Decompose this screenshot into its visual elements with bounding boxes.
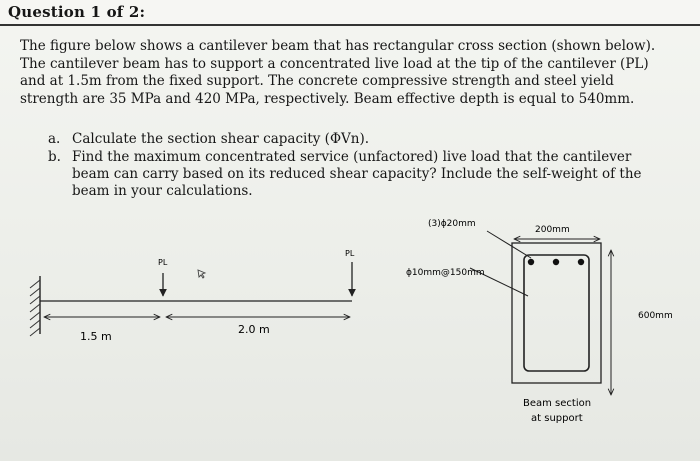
top-bars-label: (3)ϕ20mm — [428, 219, 476, 229]
load-label-2: PL — [345, 249, 355, 258]
fixed-support — [30, 276, 40, 336]
stirrups-label: ϕ10mm@150mm — [406, 268, 485, 278]
question-title: Question 1 of 2: — [8, 3, 146, 21]
span-label-1: 1.5 m — [80, 330, 112, 343]
section-height-label: 600mm — [638, 311, 673, 321]
section-width-label: 200mm — [535, 225, 570, 235]
load-label-1: PL — [158, 258, 168, 267]
section-caption-2: at support — [531, 413, 583, 424]
span-label-2: 2.0 m — [238, 323, 270, 336]
section-caption-1: Beam section — [523, 398, 592, 409]
intro-text: The figure below shows a cantilever beam that has rectangular cross section (shown below). The cantilever beam has to support a concentrated live load at the tip of the cantilever (PL) and at 1.5m from the fixed support. The concrete compressive strength and steel yield strength are 35 MPa and 420 MPa, respectively. Beam effective depth is equal to 540mm. — [20, 38, 656, 107]
cursor-icon — [198, 270, 205, 278]
part-b-text: Find the maximum concentrated service (unfactored) live load that the cantilever beam can carry based on its reduced shear capacity? Include the self-weight of the beam in your calculations. — [72, 149, 642, 199]
part-b-label: b. — [48, 149, 61, 165]
part-a-label: a. — [48, 131, 61, 147]
part-a-text: Calculate the section shear capacity (ΦVn). — [72, 131, 370, 147]
rebar-2 — [553, 259, 559, 265]
rebar-1 — [528, 259, 534, 265]
stirrup-outline — [524, 255, 589, 371]
rebar-3 — [578, 259, 584, 265]
cantilever-beam-diagram — [30, 249, 355, 343]
beam-cross-section — [406, 219, 673, 424]
